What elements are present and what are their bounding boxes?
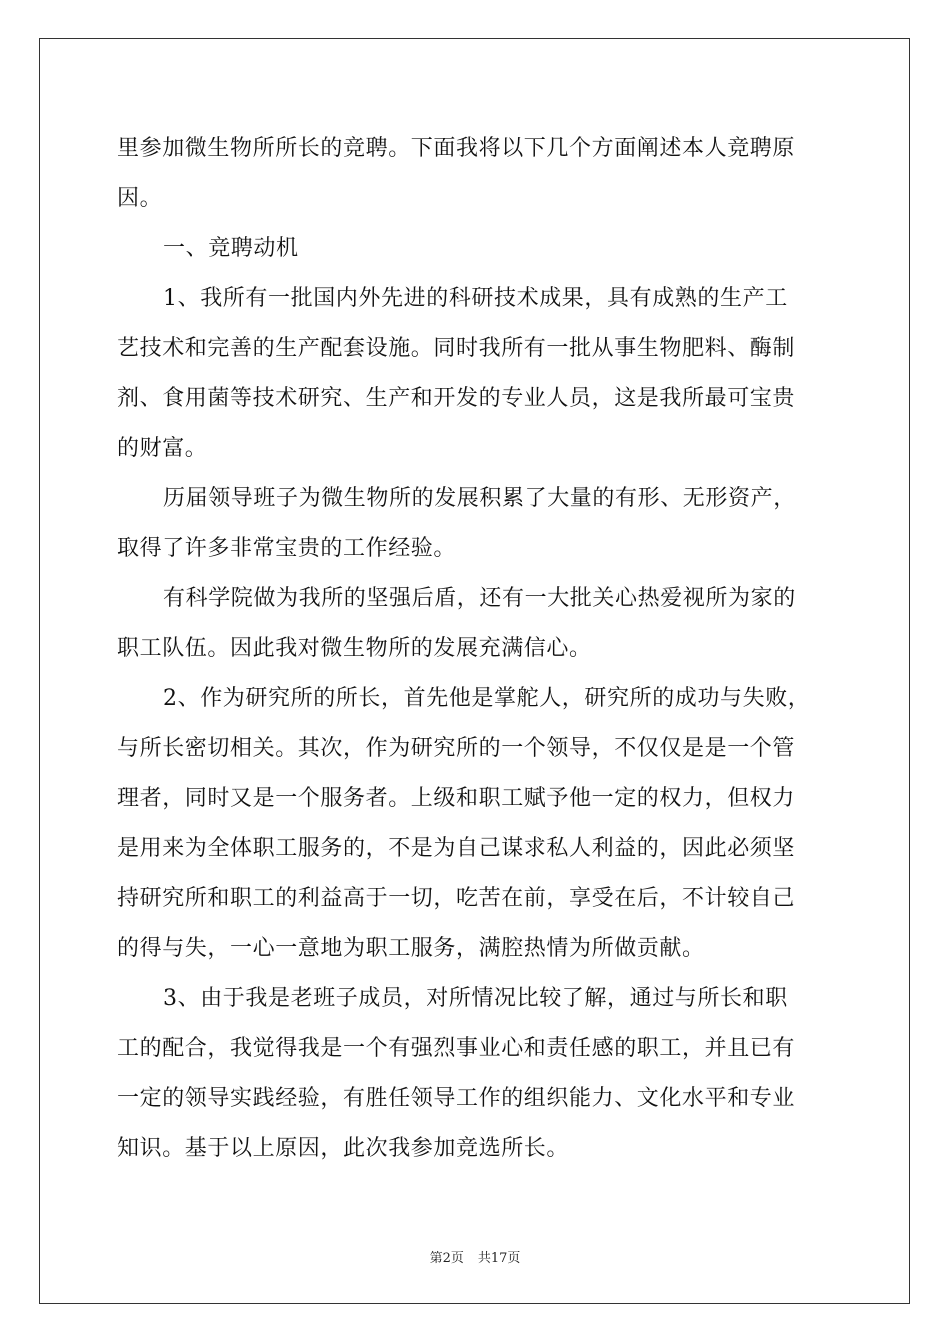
text-line: 的得与失，一心一意地为职工服务，满腔热情为所做贡献。 — [117, 936, 705, 961]
document-body — [117, 124, 837, 1174]
total-pages: 共17页 — [477, 1251, 521, 1266]
text-line: 一定的领导实践经验，有胜任领导工作的组织能力、文化水平和专业 — [117, 1086, 796, 1111]
text-line: 理者，同时又是一个服务者。上级和职工赋予他一定的权力，但权力 — [117, 786, 796, 811]
text-line: 是用来为全体职工服务的，不是为自己谋求私人利益的，因此必须坚 — [117, 836, 796, 861]
text-line: 因。 — [117, 186, 163, 211]
text-line: 与所长密切相关。其次，作为研究所的一个领导，不仅仅是是一个管 — [117, 736, 796, 761]
text-line: 里参加微生物所所长的竞聘。下面我将以下几个方面阐述本人竞聘原 — [117, 136, 796, 161]
paragraph-first-line: 3、由于我是老班子成员，对所情况比较了解，通过与所长和职 — [163, 986, 788, 1011]
text-line: 持研究所和职工的利益高于一切，吃苦在前，享受在后，不计较自己 — [117, 886, 796, 911]
text-line: 取得了许多非常宝贵的工作经验。 — [117, 536, 457, 561]
text-line: 职工队伍。因此我对微生物所的发展充满信心。 — [117, 636, 592, 661]
section-heading: 一、竞聘动机 — [163, 236, 299, 261]
paragraph-first-line: 2、作为研究所的所长，首先他是掌舵人，研究所的成功与失败， — [163, 686, 811, 711]
paragraph-first-line: 有科学院做为我所的坚强后盾，还有一大批关心热爱视所为家的 — [163, 586, 796, 611]
paragraph-first-line: 历届领导班子为微生物所的发展积累了大量的有形、无形资产， — [163, 486, 796, 511]
text-line: 的财富。 — [117, 436, 208, 461]
text-line: 知识。基于以上原因，此次我参加竞选所长。 — [117, 1136, 570, 1161]
text-line: 剂、食用菌等技术研究、生产和开发的专业人员，这是我所最可宝贵 — [117, 386, 796, 411]
page-number: 第2页 — [429, 1251, 464, 1266]
page-footer — [0, 1247, 950, 1266]
text-line: 工的配合，我觉得我是一个有强烈事业心和责任感的职工，并且已有 — [117, 1036, 796, 1061]
paragraph-first-line: 1、我所有一批国内外先进的科研技术成果，具有成熟的生产工 — [163, 286, 788, 311]
text-line: 艺技术和完善的生产配套设施。同时我所有一批从事生物肥料、酶制 — [117, 336, 796, 361]
